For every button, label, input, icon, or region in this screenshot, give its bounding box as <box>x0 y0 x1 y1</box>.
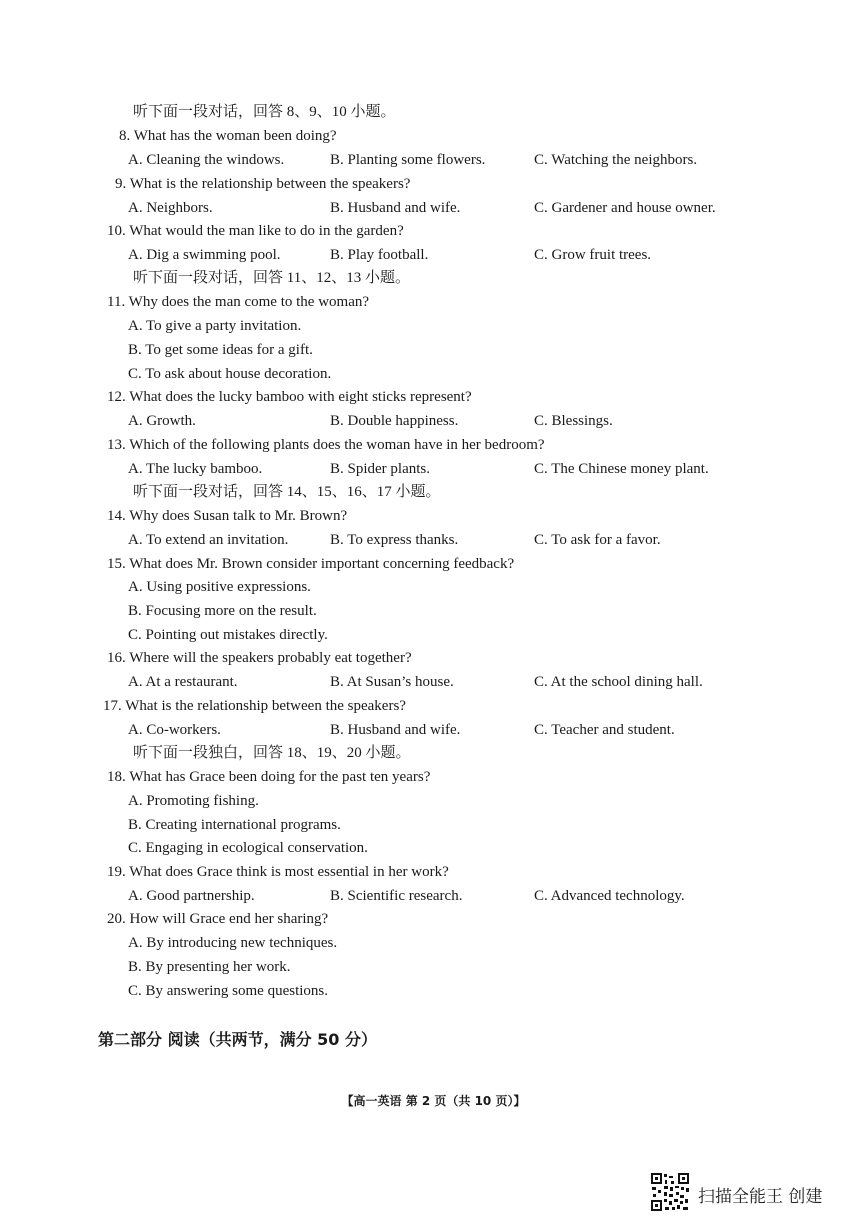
question-18-option-c: C. Engaging in ecological conservation. <box>128 840 368 856</box>
question-14-option-b: B. To express thanks. <box>330 532 459 548</box>
question-20-option-c: C. By answering some questions. <box>128 983 328 999</box>
question-17-option-b: B. Husband and wife. <box>330 722 461 738</box>
question-17-option-c: C. Teacher and student. <box>534 722 675 738</box>
question-13-option-c: C. The Chinese money plant. <box>534 461 709 477</box>
question-16-option-a: A. At a restaurant. <box>128 674 238 690</box>
question-10: 10. What would the man like to do in the garden? <box>107 223 404 239</box>
question-11-option-c: C. To ask about house decoration. <box>128 366 332 382</box>
section-heading: 第二部分 阅读（共两节，满分 50 分） <box>98 1030 377 1049</box>
question-20-option-a: A. By introducing new techniques. <box>128 935 338 951</box>
question-8-option-b: B. Planting some flowers. <box>330 152 486 168</box>
question-20-option-b: B. By presenting her work. <box>128 959 291 975</box>
question-10-option-b: B. Play football. <box>330 247 429 263</box>
question-14-option-a: A. To extend an invitation. <box>128 532 289 548</box>
question-12-option-b: B. Double happiness. <box>330 413 459 429</box>
question-15: 15. What does Mr. Brown consider important concerning feedback? <box>107 556 515 572</box>
qr-code-icon <box>650 1172 690 1212</box>
question-16-option-c: C. At the school dining hall. <box>534 674 703 690</box>
question-11-option-b: B. To get some ideas for a gift. <box>128 342 313 358</box>
question-15-option-b: B. Focusing more on the result. <box>128 603 317 619</box>
page-footer: 【高一英语 第 2 页（共 10 页）】 <box>341 1094 526 1108</box>
question-18: 18. What has Grace been doing for the past ten years? <box>107 769 431 785</box>
question-12: 12. What does the lucky bamboo with eight sticks represent? <box>107 389 472 405</box>
question-12-option-a: A. Growth. <box>128 413 196 429</box>
question-15-option-a: A. Using positive expressions. <box>128 579 311 595</box>
question-8: 8. What has the woman been doing? <box>119 128 337 144</box>
question-11: 11. Why does the man come to the woman? <box>107 294 370 310</box>
question-19-option-a: A. Good partnership. <box>128 888 255 904</box>
section-instruction: 听下面一段对话，回答 8、9、10 小题。 <box>133 104 396 120</box>
question-13-option-a: A. The lucky bamboo. <box>128 461 263 477</box>
question-20: 20. How will Grace end her sharing? <box>107 911 329 927</box>
question-8-option-a: A. Cleaning the windows. <box>128 152 285 168</box>
scanner-watermark <box>650 1172 850 1214</box>
question-9-option-c: C. Gardener and house owner. <box>534 200 716 216</box>
question-9: 9. What is the relationship between the speakers? <box>115 176 411 192</box>
question-10-option-a: A. Dig a swimming pool. <box>128 247 281 263</box>
question-17: 17. What is the relationship between the speakers? <box>103 698 406 714</box>
question-9-option-a: A. Neighbors. <box>128 200 213 216</box>
question-19-option-c: C. Advanced technology. <box>534 888 685 904</box>
question-9-option-b: B. Husband and wife. <box>330 200 461 216</box>
question-19-option-b: B. Scientific research. <box>330 888 463 904</box>
question-10-option-c: C. Grow fruit trees. <box>534 247 652 263</box>
question-15-option-c: C. Pointing out mistakes directly. <box>128 627 328 643</box>
question-13: 13. Which of the following plants does the woman have in her bedroom? <box>107 437 545 453</box>
question-12-option-c: C. Blessings. <box>534 413 613 429</box>
question-11-option-a: A. To give a party invitation. <box>128 318 302 334</box>
question-16-option-b: B. At Susan’s house. <box>330 674 454 690</box>
question-17-option-a: A. Co-workers. <box>128 722 221 738</box>
question-14: 14. Why does Susan talk to Mr. Brown? <box>107 508 348 524</box>
question-18-option-a: A. Promoting fishing. <box>128 793 259 809</box>
watermark-text: 扫描全能王 创建 <box>698 1187 823 1207</box>
question-18-option-b: B. Creating international programs. <box>128 817 341 833</box>
question-19: 19. What does Grace think is most essential in her work? <box>107 864 449 880</box>
section-instruction: 听下面一段对话，回答 14、15、16、17 小题。 <box>133 484 441 500</box>
question-13-option-b: B. Spider plants. <box>330 461 430 477</box>
question-8-option-c: C. Watching the neighbors. <box>534 152 698 168</box>
question-16: 16. Where will the speakers probably eat together? <box>107 650 412 666</box>
section-instruction: 听下面一段对话，回答 11、12、13 小题。 <box>133 270 410 286</box>
section-instruction: 听下面一段独白，回答 18、19、20 小题。 <box>133 745 411 761</box>
question-14-option-c: C. To ask for a favor. <box>534 532 661 548</box>
